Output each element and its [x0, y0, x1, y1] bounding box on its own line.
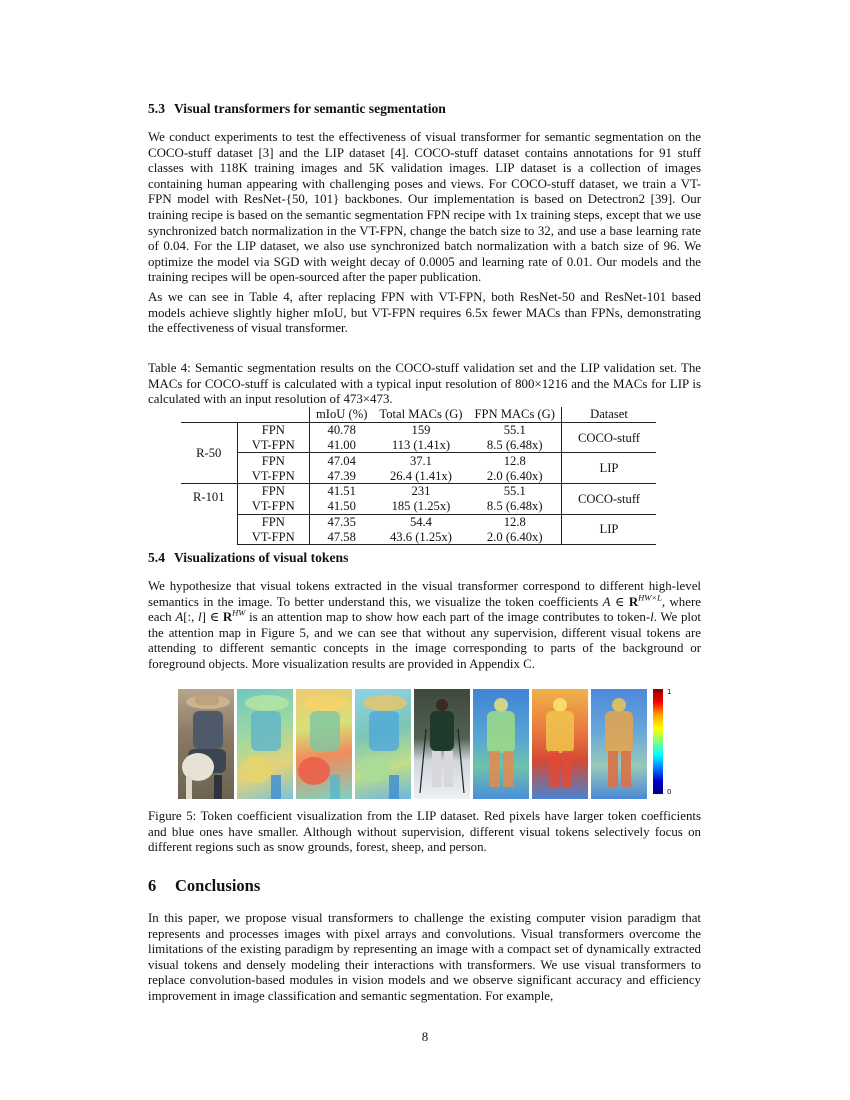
model-cell: VT-FPN	[237, 438, 310, 453]
total-macs-cell: 26.4 (1.41x)	[390, 468, 452, 483]
math-expression: l	[198, 610, 202, 625]
total-macs-cell: 37.1	[373, 453, 468, 468]
section-6-heading	[148, 876, 260, 896]
empty-header	[237, 407, 310, 422]
colorbar	[653, 689, 663, 794]
total-macs-cell: 54.4	[373, 514, 468, 529]
fpn-macs-cell: 2.0 (6.40x)	[486, 468, 543, 483]
token-map-sheep-2	[296, 689, 352, 799]
total-macs-cell: 231	[373, 483, 468, 498]
math-expression: A	[602, 594, 611, 609]
heatmap-overlay	[237, 689, 293, 799]
col-header: FPN MACs (G)	[469, 407, 562, 422]
token-map-sheep-3	[355, 689, 411, 799]
backbone-cell: R-101	[181, 483, 237, 544]
section-number: 5.4	[148, 550, 165, 565]
token-map-sheep-1	[237, 689, 293, 799]
fpn-macs-cell: 12.8	[469, 453, 562, 468]
col-header: Total MACs (G)	[373, 407, 468, 422]
total-macs-cell: 159	[411, 423, 431, 438]
paragraph-text: We hypothesize that visual tokens extracted in the visual transformer correspond to different high-level semantics in the image. To better understand this, we visualize the token coefficients A ∈ $R^{HW\times L}$, where each A[:, l] ∈ $R^{HW}$ is an attention map to show how each part of the image contributes to token-l. We plot the attention map in Figure 5, and we can see that without any supervision, different visual tokens are attending to different semantic concepts in the image corresponding to parts of the background or foreground objects. More visualization results are provided in Appendix C.	[148, 579, 701, 671]
model-cell: FPN	[237, 514, 310, 529]
results-table	[181, 407, 656, 545]
empty-header	[181, 407, 237, 422]
fpn-macs-cell: 8.5 (6.48x)	[486, 499, 543, 514]
section-5-4-heading	[148, 550, 348, 566]
miou-cell: 41.00	[327, 437, 356, 452]
miou-cell: 47.04	[310, 453, 374, 468]
section-5-4-paragraph	[148, 579, 701, 673]
paragraph-text: In this paper, we propose visual transformers to challenge the existing computer vision paradigm that represents and processes images with pixel arrays and convolutions. Visual transformers overcome the limitations of the existing paradigm by representing an image with a compact set of dynamically extracted visual tokens and densely modeling their interactions with transformers. We use visual transformers to replace convolution-based modules in vision models and we observe significant accuracy and efficiency improvement in image classification and semantic segmentation. For example,	[148, 911, 701, 1003]
section-6-paragraph	[148, 911, 701, 1005]
model-cell: FPN	[237, 422, 310, 437]
table-4-caption	[148, 361, 701, 408]
text-run: We hypothesize that visual tokens extracted in the visual transformer correspond to different high-level semantics in the image. To better understand this, we visualize the token coefficients	[148, 579, 701, 609]
table-header-row	[181, 407, 656, 422]
fpn-macs-cell: 55.1	[469, 483, 562, 498]
colorbar-max-label: 1	[667, 688, 672, 696]
math-expression: R	[222, 610, 233, 625]
math-expression: A	[175, 610, 184, 625]
model-cell: VT-FPN	[237, 499, 310, 514]
token-map-skier-2	[532, 689, 588, 799]
image-original-skier	[414, 689, 470, 799]
dataset-cell: COCO-stuff	[561, 422, 656, 453]
paragraph-text: We conduct experiments to test the effectiveness of visual transformer for semantic segmentation on the COCO-stuff dataset [3] and the LIP dataset [4]. COCO-stuff dataset contains annotations for 91 stuff classes with 118K training images and 5K validation images. LIP dataset is a collection of images containing human appearing with challenging poses and views. For COCO-stuff dataset, we train a VT-FPN model with ResNet-{50, 101} backbones. Our implementation is based on Detectron2 [39]. Our training recipe is based on the semantic segmentation FPN recipe with 1x training steps, except that we use synchronized batch normalization in the VT-FPN, change the batch size to 32, and use a base learning rate of 0.04. For the LIP dataset, we also use synchronized batch normalization with a batch size of 96. We optimize the model via SGD with weight decay of 0.0005 and learning rate of 0.01. Our models and the training recipes will be open-sourced after the paper publication.	[148, 130, 701, 285]
total-macs-cell: 185 (1.25x)	[391, 499, 451, 514]
backbone-cell: R-50	[196, 445, 222, 460]
section-title: Conclusions	[175, 876, 261, 895]
math-expression: HW×L	[638, 592, 662, 603]
section-5-3-heading	[148, 101, 446, 117]
scene-illustration	[178, 689, 234, 799]
miou-cell: 47.58	[310, 529, 374, 544]
text-run: where each	[148, 594, 701, 625]
section-number: 5.3	[148, 101, 165, 116]
section-title: Visualizations of visual tokens	[174, 550, 349, 565]
miou-cell: 41.51	[310, 483, 374, 498]
token-map-skier-1	[473, 689, 529, 799]
miou-cell: 40.78	[327, 423, 356, 438]
col-header: mIoU (%)	[310, 407, 374, 422]
section-title: Visual transformers for semantic segmentation	[174, 101, 446, 116]
colorbar-min-label: 0	[667, 788, 672, 796]
scene-illustration	[414, 689, 470, 799]
table-row	[181, 453, 656, 468]
dataset-cell: LIP	[561, 453, 656, 484]
fpn-macs-cell: 2.0 (6.40x)	[469, 529, 562, 544]
heatmap-overlay	[355, 689, 411, 799]
col-header: Dataset	[561, 407, 656, 422]
math-expression: l	[650, 610, 654, 625]
image-original-sheep	[178, 689, 234, 799]
math-expression: HW	[232, 607, 246, 618]
miou-cell: 47.39	[327, 468, 356, 483]
heatmap-overlay	[532, 689, 588, 799]
fpn-macs-cell: 8.5 (6.48x)	[486, 437, 543, 452]
paragraph-text: As we can see in Table 4, after replacing FPN with VT-FPN, both ResNet-50 and ResNet-101 based models achieve slightly higher mIoU, but VT-FPN requires 6.5x fewer MACs than FPNs, demonstrating the effectiveness of visual transformer.	[148, 290, 701, 336]
heatmap-overlay	[296, 689, 352, 799]
dataset-cell: LIP	[561, 514, 656, 545]
table-row	[181, 514, 656, 529]
section-5-3-paragraph-2	[148, 290, 701, 337]
total-macs-cell: 113 (1.41x)	[391, 437, 451, 452]
page-number: 8	[421, 1030, 429, 1044]
section-number: 6	[148, 876, 157, 895]
model-cell: VT-FPN	[237, 529, 310, 544]
table-row	[181, 422, 656, 437]
text-run: is an attention map to show how each part of the image contributes to token-	[249, 610, 651, 625]
fpn-macs-cell: 55.1	[503, 423, 526, 438]
dataset-cell: COCO-stuff	[561, 483, 656, 514]
section-5-3-paragraph-1	[148, 130, 701, 286]
miou-cell: 41.50	[327, 499, 356, 514]
caption-text: Table 4: Semantic segmentation results on the COCO-stuff validation set and the LIP validation set. The MACs for COCO-stuff is calculated with a typical input resolution of 800×1216 and the MACs for LIP is calculated with an input resolution of 473×473.	[148, 361, 701, 407]
caption-text: Figure 5: Token coefficient visualization from the LIP dataset. Red pixels have larger token coefficients and blue ones have smaller. Although without supervision, different visual tokens selectively focus on different regions such as snow grounds, forest, sheep, and person.	[148, 809, 701, 855]
figure-5	[178, 688, 672, 799]
token-map-skier-3	[591, 689, 647, 799]
heatmap-overlay	[591, 689, 647, 799]
heatmap-overlay	[473, 689, 529, 799]
miou-cell: 47.35	[310, 514, 374, 529]
fpn-macs-cell: 12.8	[469, 514, 562, 529]
text-run: . We plot the attention map in Figure 5, and we can see that without any supervision, different visual tokens are attending to different semantic concepts in the image corresponding to parts of the background or foreground objects. More visualization results are provided in Appendix C.	[148, 610, 701, 671]
table-row	[181, 483, 656, 498]
model-cell: FPN	[237, 453, 310, 468]
total-macs-cell: 43.6 (1.25x)	[373, 529, 468, 544]
model-cell: VT-FPN	[237, 468, 310, 483]
figure-5-caption	[148, 809, 701, 856]
model-cell: FPN	[237, 483, 310, 498]
math-expression: R	[628, 594, 639, 609]
